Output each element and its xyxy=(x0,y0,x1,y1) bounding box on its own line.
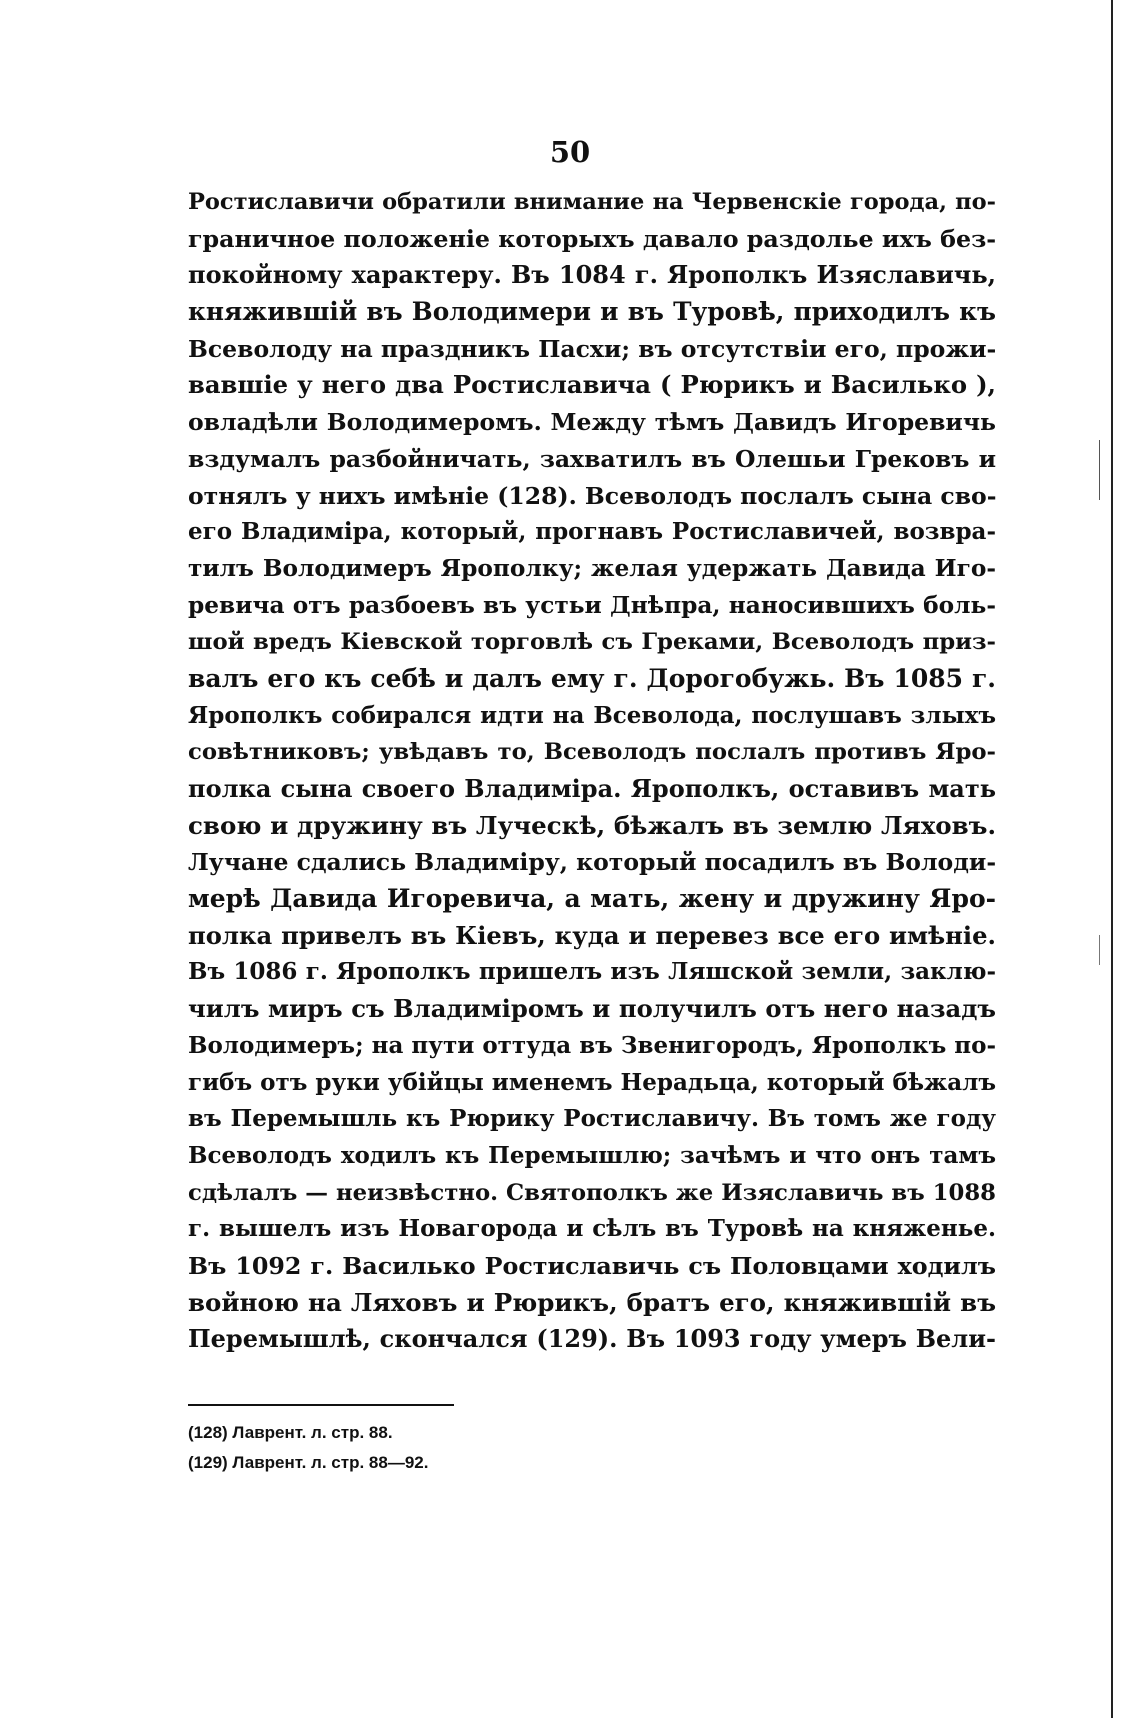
text-line: Лучане сдались Владиміру, который посадилъ въ Володи- xyxy=(188,848,996,877)
text-line: въ Перемышль къ Рюрику Ростиславичу. Въ томъ же году xyxy=(188,1105,996,1133)
footnote-divider xyxy=(188,1404,454,1406)
text-line: шой вредъ Кіевской торговлѣ съ Греками, Всеволодъ приз- xyxy=(188,629,996,656)
text-line: отнялъ у нихъ имѣніе (128). Всеволодъ послалъ сына сво- xyxy=(188,481,996,510)
text-line: совѣтниковъ; увѣдавъ то, Всеволодъ послалъ противъ Яро- xyxy=(188,739,996,766)
footnotes xyxy=(188,1418,688,1478)
text-line: его Владиміра, который, прогнавъ Ростиславичей, возвра- xyxy=(188,518,996,546)
text-line: Перемышлѣ, скончался (129). Въ 1093 году умеръ Вели- xyxy=(188,1324,996,1354)
footnote-129: (129) Лаврент. л. стр. 88—92. xyxy=(188,1453,429,1472)
margin-mark xyxy=(1099,440,1100,500)
margin-mark xyxy=(1099,935,1100,965)
text-line: чилъ миръ съ Владиміромъ и получилъ отъ него назадъ xyxy=(188,994,996,1024)
text-line: Ярополкъ собирался идти на Всеволода, послушавъ злыхъ xyxy=(188,701,996,729)
text-line: сдѣлалъ — неизвѣстно. Святополкъ же Изяславичь въ 1088 xyxy=(188,1179,996,1206)
text-line: г. вышелъ изъ Новагорода и сѣлъ въ Туровѣ на княженье. xyxy=(188,1215,996,1243)
text-line: полка привелъ въ Кіевъ, куда и перевез все его имѣніе. xyxy=(188,920,996,950)
text-line: свою и дружину въ Луческѣ, бѣжалъ въ землю Ляховъ. xyxy=(188,810,996,840)
text-line: полка сына своего Владиміра. Ярополкъ, оставивъ мать xyxy=(188,774,996,803)
page-edge-line xyxy=(1111,0,1113,1718)
footnote-128: (128) Лаврент. л. стр. 88. xyxy=(188,1423,393,1442)
text-line: мерѣ Давида Игоревича, а мать, жену и дружину Яро- xyxy=(188,884,996,914)
body-text xyxy=(188,184,996,1358)
text-line: покойному характеру. Въ 1084 г. Ярополкъ Изяславичь, xyxy=(188,260,996,290)
text-line: Всеволоду на праздникъ Пасхи; въ отсутствіи его, прожи- xyxy=(188,334,996,363)
text-line: вавшіе у него два Ростиславича ( Рюрикъ и Василько ), xyxy=(188,370,996,400)
text-line: тилъ Володимеръ Ярополку; желая удержать Давида Иго- xyxy=(188,554,996,582)
text-line: Въ 1092 г. Василько Ростиславичь съ Половцами ходилъ xyxy=(188,1251,996,1280)
text-line: овладѣли Володимеромъ. Между тѣмъ Давидъ Игоревичь xyxy=(188,408,996,437)
text-line: вздумалъ разбойничать, захватилъ въ Олешьи Грековъ и xyxy=(188,444,996,473)
text-line: Ростиславичи обратили внимание на Червенскіе города, по- xyxy=(188,189,996,215)
text-line: княжившій въ Володимери и въ Туровѣ, приходилъ къ xyxy=(188,297,996,327)
page-number: 50 xyxy=(549,135,591,169)
text-line: Всеволодъ ходилъ къ Перемышлю; зачѣмъ и что онъ тамъ xyxy=(188,1141,996,1169)
text-line: гибъ отъ руки убійцы именемъ Нерадьца, который бѣжалъ xyxy=(188,1068,996,1096)
text-line: войною на Ляховъ и Рюрикъ, братъ его, княжившій въ xyxy=(188,1287,996,1317)
text-line: Въ 1086 г. Ярополкъ пришелъ изъ Ляшской земли, заклю- xyxy=(188,958,996,986)
text-line: граничное положеніе которыхъ давало раздолье ихъ без- xyxy=(188,224,996,253)
text-line: валъ его къ себѣ и далъ ему г. Дорогобужь. Въ 1085 г. xyxy=(188,663,996,693)
text-line: Володимеръ; на пути оттуда въ Звенигородъ, Ярополкъ по- xyxy=(188,1031,996,1059)
text-line: ревича отъ разбоевъ въ устьи Днѣпра, наносившихъ боль- xyxy=(188,591,996,619)
